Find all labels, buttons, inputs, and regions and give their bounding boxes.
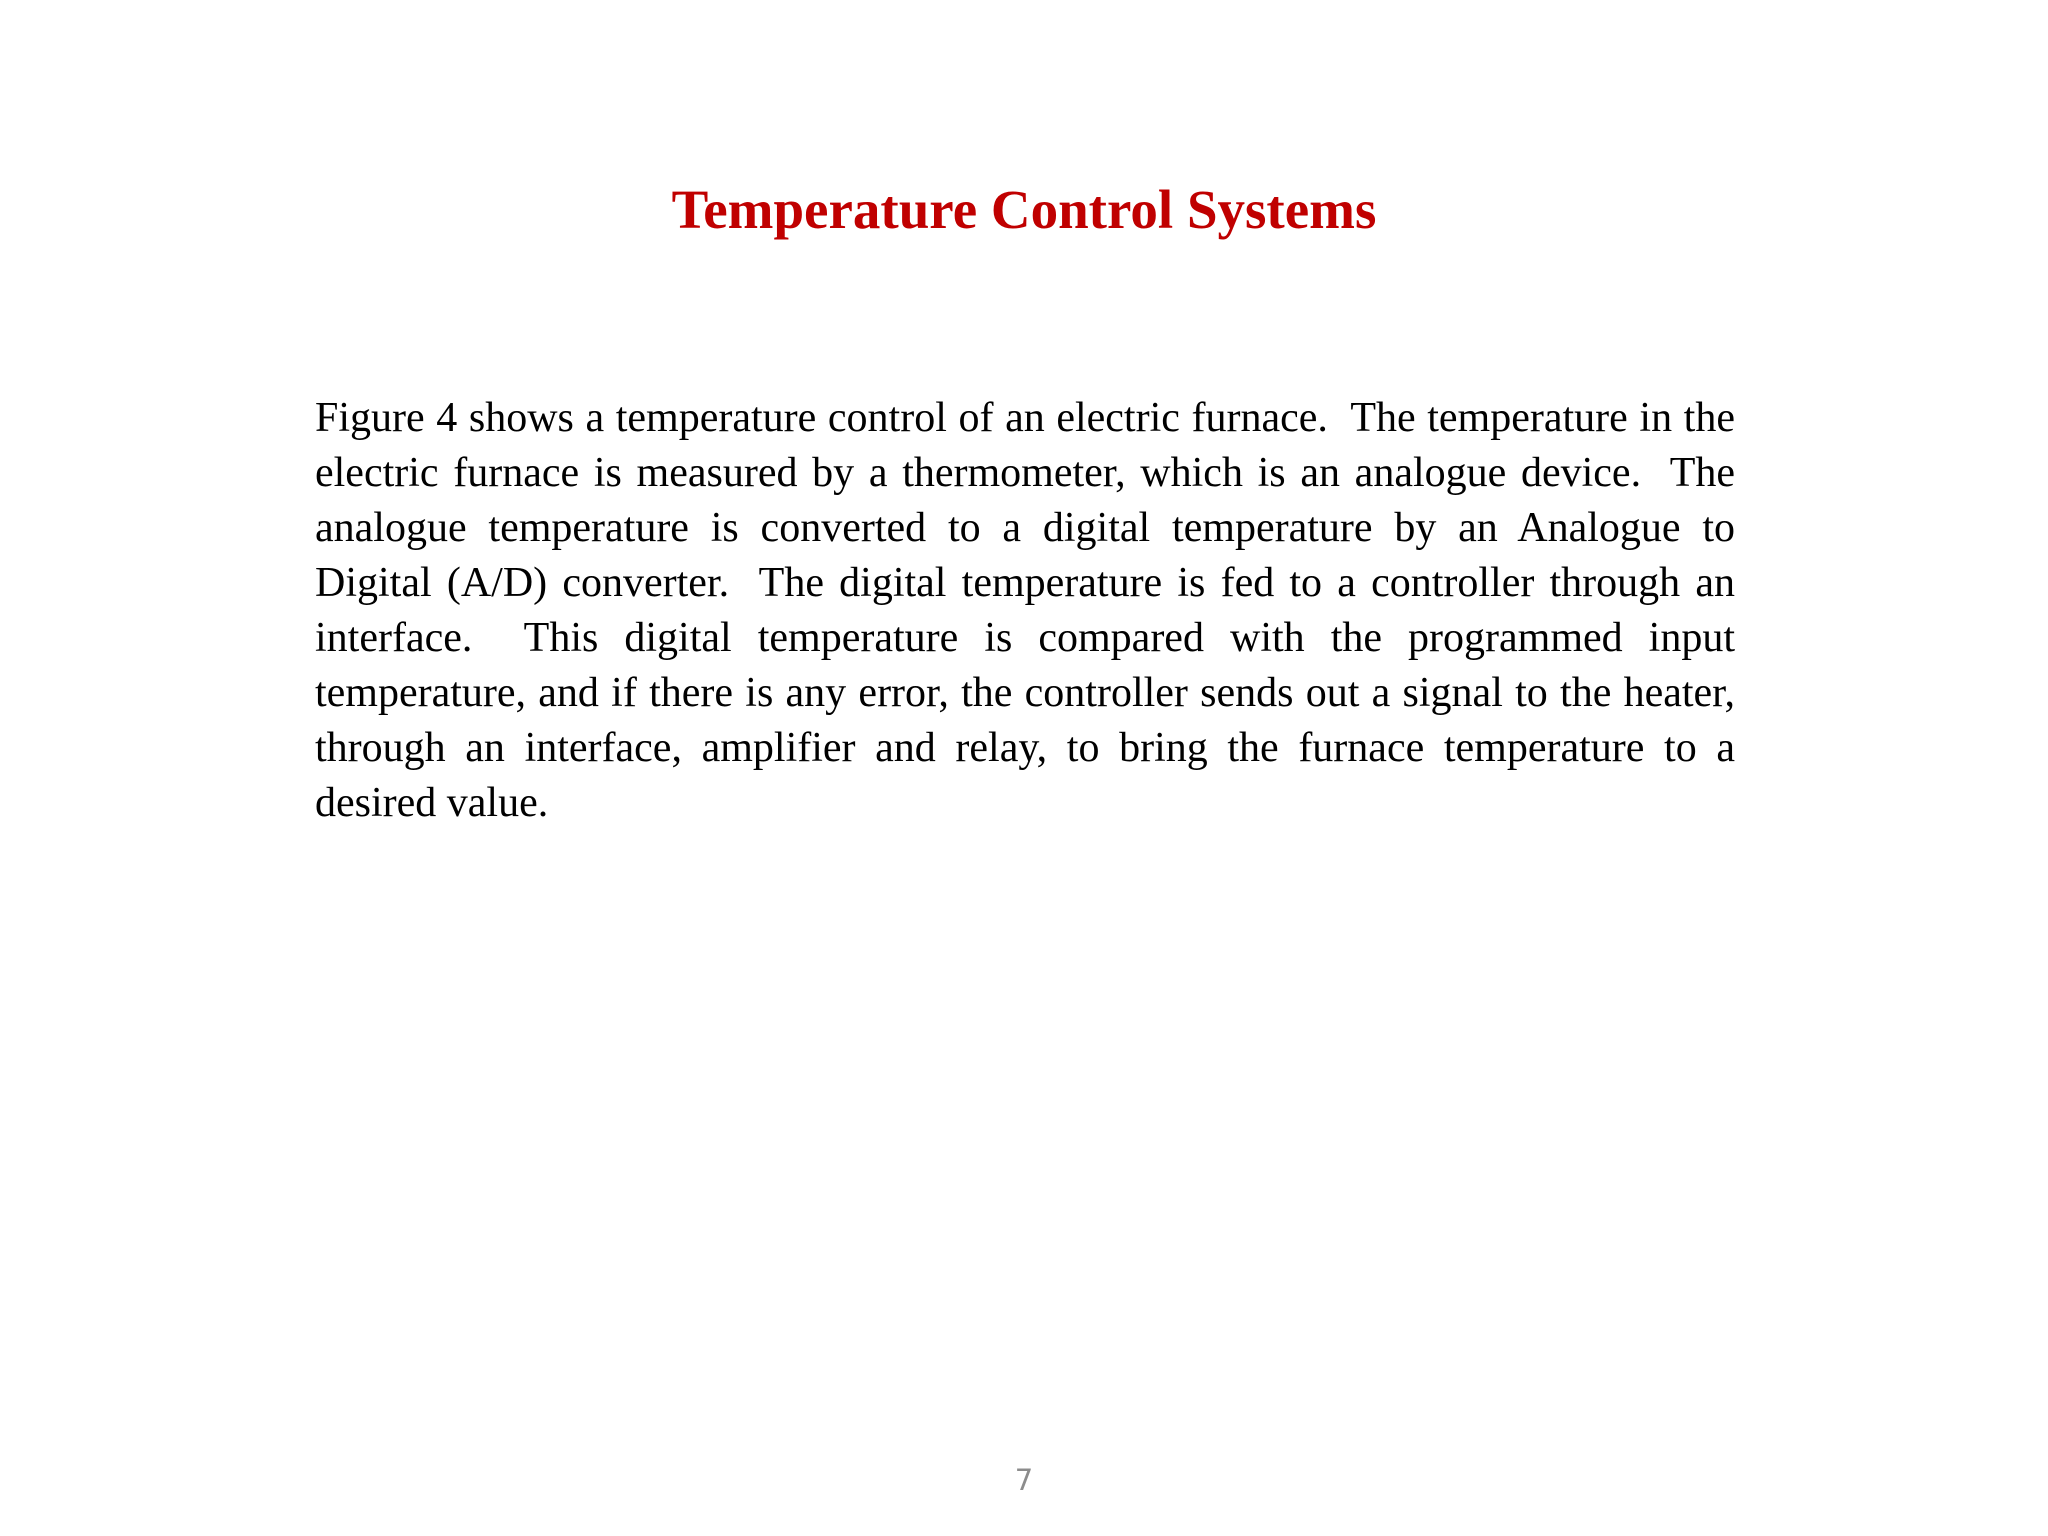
page-number: 7 — [1014, 1463, 1034, 1497]
slide-body-text: Figure 4 shows a temperature control of an electric furnace. The temperature in the electric furnace is measured by a thermometer, which is an analogue device. The analogue temperature is converted to a digital temperature by an Analogue to Digital (A/D) converter. The digital temperature is fed to a controller through an interface. This digital temperature is compared with the programmed input temperature, and if there is any error, the controller sends out a signal to the heater, through an interface, amplifier and relay, to bring the furnace temperature to a desired value. — [315, 395, 1746, 826]
slide-title: Temperature Control Systems — [671, 179, 1377, 240]
